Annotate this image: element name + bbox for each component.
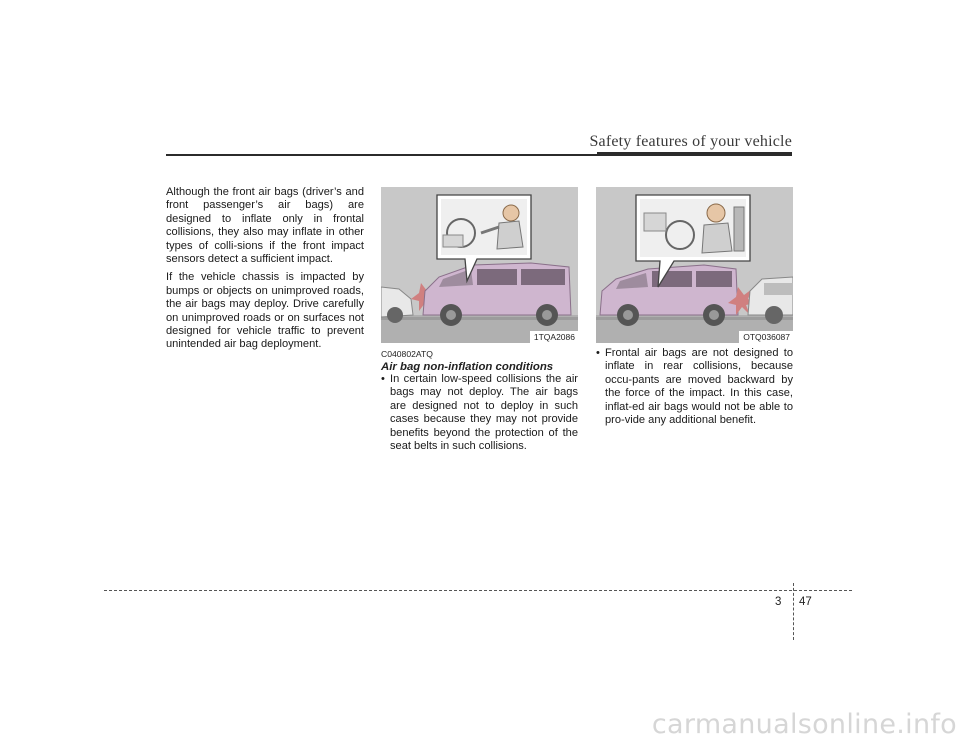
- header-rule-tab: [597, 152, 792, 156]
- section-code: C040802ATQ: [381, 349, 433, 359]
- paragraph: If the vehicle chassis is impacted by bumps or objects on unimproved roads, the air bags may deploy. Drive carefully on unimproved roads or on surfaces not designed for vehicle traffic to prevent unintended air bag deployment.: [166, 271, 364, 351]
- page-section-number: 3: [775, 596, 782, 608]
- bullet-text: In certain low-speed collisions the air bags may not deploy. The air bags are designed not to deploy in such cases because they may not provide benefits beyond the protection of the seat belts in such collisions.: [390, 373, 578, 453]
- illustration-rear-collision: [596, 187, 793, 343]
- page-header-title: Safety features of your vehicle: [589, 133, 792, 150]
- footer-rule: [104, 590, 852, 591]
- column-left-text: [166, 186, 364, 357]
- bullet-item: [381, 373, 578, 453]
- rear-collision-drawing: [596, 187, 793, 343]
- paragraph: Although the front air bags (driver’s and front passenger’s air bags) are designed to inflate only in frontal collisions, they also may inflate in other types of colli-sions if the front impact sensors detect a sufficient impact.: [166, 186, 364, 266]
- page-number: 47: [799, 596, 812, 608]
- bullet-text: Frontal air bags are not designed to inflate in rear collisions, because occu-pants are moved backward by the force of the impact. In this case, inflat-ed air bags would not be able to pro-vide any additional benefit.: [605, 347, 793, 427]
- bullet-item: [596, 347, 793, 427]
- figure-label: OTQ036087: [739, 331, 793, 343]
- bullet-glyph: •: [381, 373, 385, 385]
- frontal-collision-drawing: [381, 187, 578, 343]
- footer-vertical-rule: [793, 583, 794, 640]
- section-subheading: Air bag non-inflation conditions: [381, 361, 554, 373]
- watermark: carmanualsonline.info: [651, 709, 957, 740]
- figure-label: 1TQA2086: [530, 331, 578, 343]
- bullet-glyph: •: [596, 347, 600, 359]
- illustration-frontal-low-speed-collision: [381, 187, 578, 343]
